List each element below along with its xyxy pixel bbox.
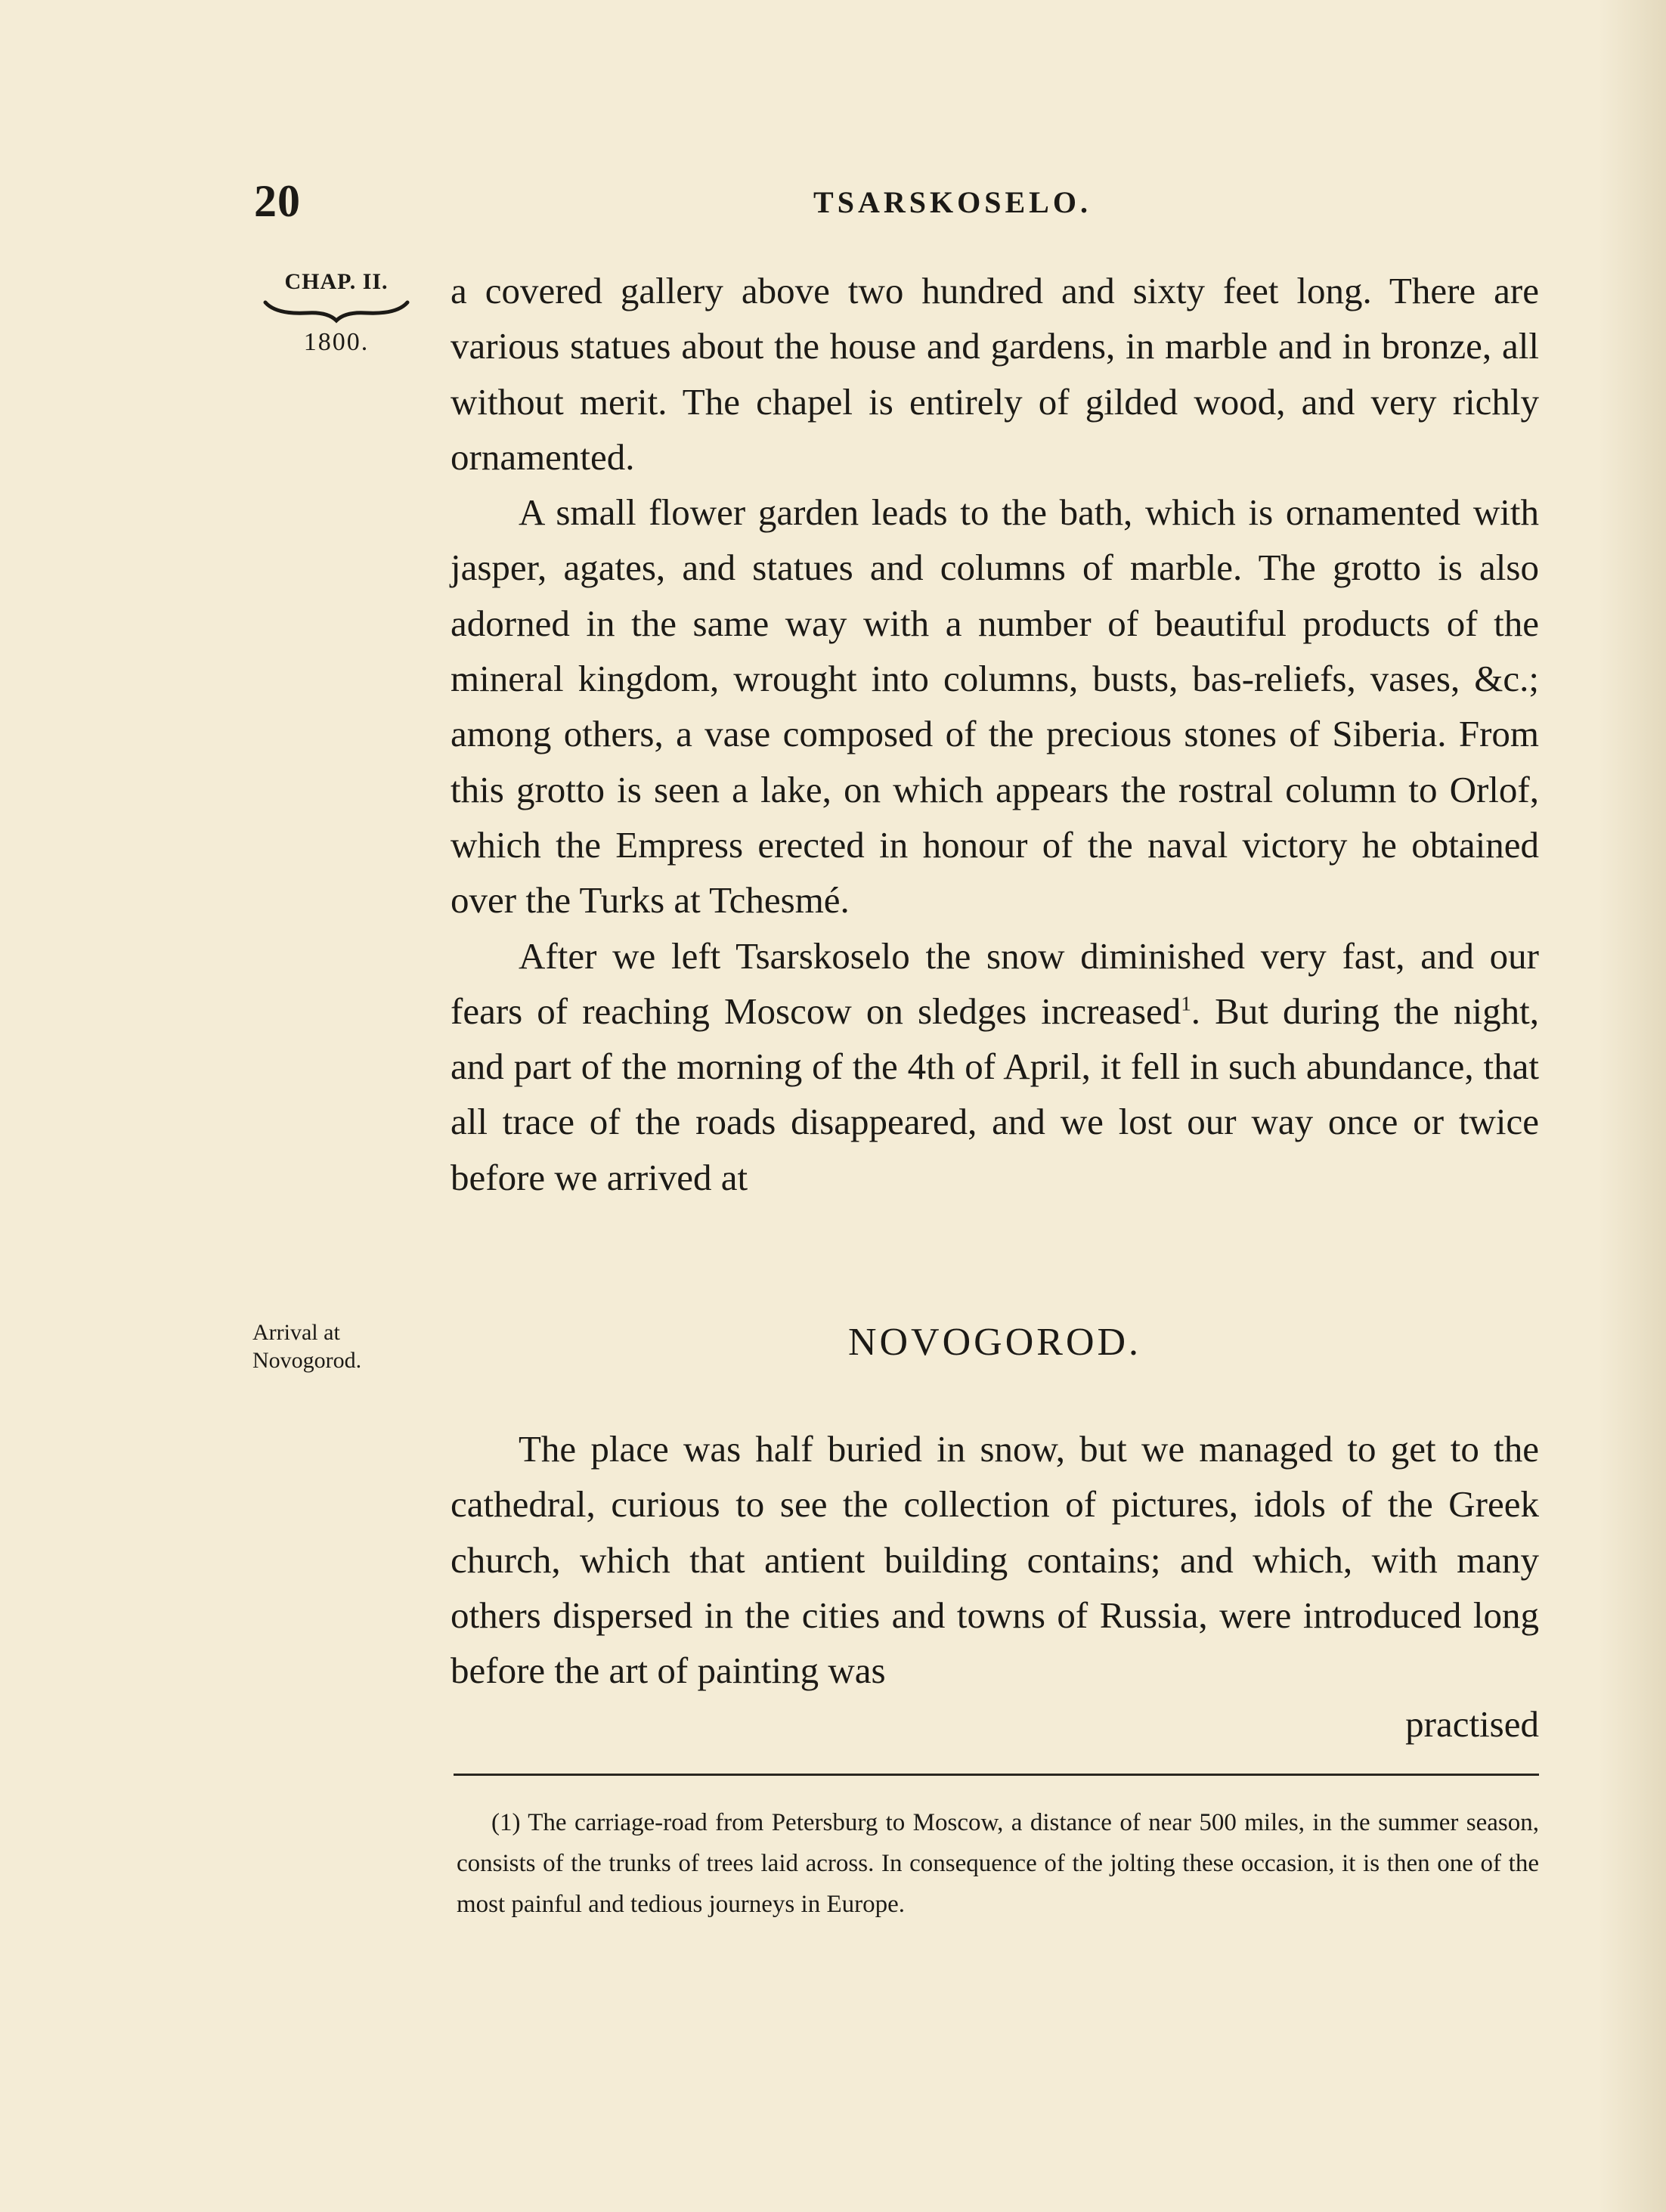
chapter-margin-note [257,269,416,357]
paragraph-3-continued: . But during the night, and part of the morning of the 4th of April, it fell in such abundance, that all trace of the roads disappeared, and we lost our way once or twice before we arrived at [451,990,1539,1198]
chapter-year: 1800. [303,328,370,356]
ornament-brace-icon [261,298,412,325]
footnote-text: The carriage-road from Petersburg to Moscow, a distance of near 500 miles, in the summer season, consists of the trunks of trees laid across. In consequence of the jolting these occasion, it is then one of the most painful and tedious journeys in Europe. [457,1809,1539,1918]
page-edge-shadow [1598,0,1666,2212]
paragraph-1: a covered gallery above two hundred and sixty feet long. There are various statues about the house and gardens, in marble and in bronze, all without merit. The chapel is entirely of gilded wood, and very richly ornamented. [451,270,1539,478]
catchword: practised [1405,1703,1539,1745]
main-text-block [451,263,1539,1205]
footnote-divider [454,1774,1539,1776]
paragraph-2: A small flower garden leads to the bath, which is ornamented with jasper, agates, and statues and columns of marble. The grotto is also adorned in the same way with a number of beautiful products of the mineral kingdom, wrought into columns, busts, bas-reliefs, vases, &c.; among others, a vase composed of the precious stones of Siberia. From this grotto is seen a lake, on which appears the rostral column to Orlof, which the Empress erected in honour of the naval victory he obtained over the Turks at Tchesmé. [451,491,1539,922]
section-heading: NOVOGOROD. [847,1321,1142,1364]
main-text-block-2 [451,1421,1539,1698]
margin-note-line-2: Novogorod. [252,1348,362,1373]
footnote [457,1802,1539,1925]
footnote-reference: 1 [1181,992,1191,1015]
arrival-margin-note [252,1318,404,1374]
footnote-marker: (1) [491,1809,521,1836]
page-number: 20 [254,176,301,226]
chapter-label: CHAP. II. [284,269,389,294]
paragraph-3 [451,928,1539,1205]
margin-note-line-1: Arrival at [252,1320,340,1345]
running-title: TSARSKOSELO. [813,185,1092,219]
paragraph-3-text: After we left Tsarskoselo the snow diminished very fast, and our fears of reaching Moscow on sledges increased [451,934,1539,1032]
paragraph-4: The place was half buried in snow, but we managed to get to the cathedral, curious to see the collection of pictures, idols of the Greek church, which that antient building contains; and which, with many others dispersed in the cities and towns of Russia, were introduced long before the art of painting was [451,1428,1539,1692]
